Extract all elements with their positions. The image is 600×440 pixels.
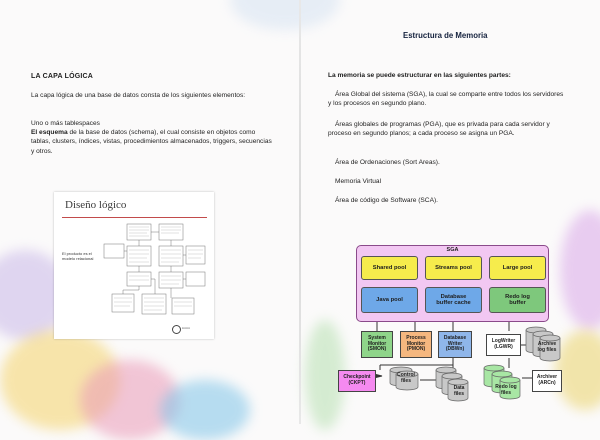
- db-buffer-cache-line2: buffer cache: [436, 300, 471, 306]
- section-heading: LA CAPA LÓGICA: [31, 73, 94, 80]
- smon-line2: Monitor: [367, 340, 387, 347]
- slide-footer-logo: ▪▪▪▪▪▪▪: [182, 326, 190, 330]
- redo-log-buffer-line2: buffer: [509, 300, 526, 306]
- redo-log-buffer-line1: Redo log: [505, 293, 530, 300]
- memory-item-pga: Áreas globales de programas (PGA), que es privada para cada servidor y proceso en segundo planos; a cada proceso se asigna un PGA.: [328, 121, 550, 138]
- data-line2: files: [453, 390, 464, 397]
- dbwn-line2: Writer: [447, 340, 463, 347]
- redo-line1: Redo log: [495, 384, 517, 390]
- control-line1: Control: [397, 372, 415, 378]
- lgwr-line1: LogWriter: [491, 338, 516, 345]
- memory-item-virtual: Memoria Virtual: [335, 178, 382, 185]
- sga-label: SGA: [446, 247, 459, 253]
- archive-line2: log files: [537, 346, 557, 353]
- slide-title: Diseño lógico: [65, 199, 127, 211]
- pmon-line1: Process: [406, 335, 426, 342]
- memory-item-sga: Área Global del sistema (SGA), la cual se comparte entre todos los servidores y los procesos en segundo plano.: [328, 91, 564, 108]
- memory-item-sca: Área de código de Software (SCA).: [335, 197, 438, 204]
- pmon-line2: Monitor: [406, 340, 426, 347]
- java-pool-box: Java pool: [361, 287, 418, 313]
- pmon-line3: (PMON): [406, 346, 426, 353]
- data-files-label: [449, 386, 469, 397]
- dbwn-line3: (DBWn): [445, 346, 465, 353]
- data-line1: Data: [453, 385, 465, 391]
- lgwr-line2: (LGWR): [494, 344, 513, 350]
- ckpt-line2: (CKPT): [348, 380, 366, 386]
- memory-item-sort: Área de Ordenaciones (Sort Areas).: [335, 159, 440, 166]
- intro-paragraph: La capa lógica de una base de datos consta de los siguientes elementos:: [31, 92, 246, 99]
- tablespaces-item: Uno o más tablespaces: [31, 120, 100, 127]
- dbwn-line1: Database: [443, 335, 467, 342]
- redo-log-files-label: [491, 385, 521, 396]
- control-files-label: [393, 373, 419, 384]
- smon-line3: (SMON): [367, 346, 387, 353]
- schema-term: El esquema: [31, 129, 68, 136]
- db-buffer-cache-line1: Database: [440, 293, 467, 300]
- arcn-line2: (ARCn): [538, 380, 556, 386]
- redo-line2: files: [500, 389, 511, 396]
- shared-pool-box: Shared pool: [361, 256, 418, 280]
- page-title: Estructura de Memoria: [403, 31, 488, 40]
- arcn-line1: Archiver: [536, 374, 558, 381]
- smon-line1: System: [368, 335, 386, 342]
- memory-lead: La memoria se puede estructurar en las siguientes partes:: [328, 72, 511, 79]
- schema-description: de la base de datos (schema), el cual consiste en objetos como tablas, clusters, índices, vistas, procedimientos almacenados, triggers, secuencias y otros.: [31, 129, 272, 155]
- slide-caption: El producto es el modelo relacional: [62, 251, 94, 261]
- archive-line1: Archive: [537, 341, 557, 347]
- archive-log-files-label: [534, 342, 560, 353]
- streams-pool-box: Streams pool: [425, 256, 482, 280]
- large-pool-box: Large pool: [489, 256, 546, 280]
- control-line2: files: [400, 377, 411, 384]
- ckpt-line1: Checkpoint: [343, 374, 371, 381]
